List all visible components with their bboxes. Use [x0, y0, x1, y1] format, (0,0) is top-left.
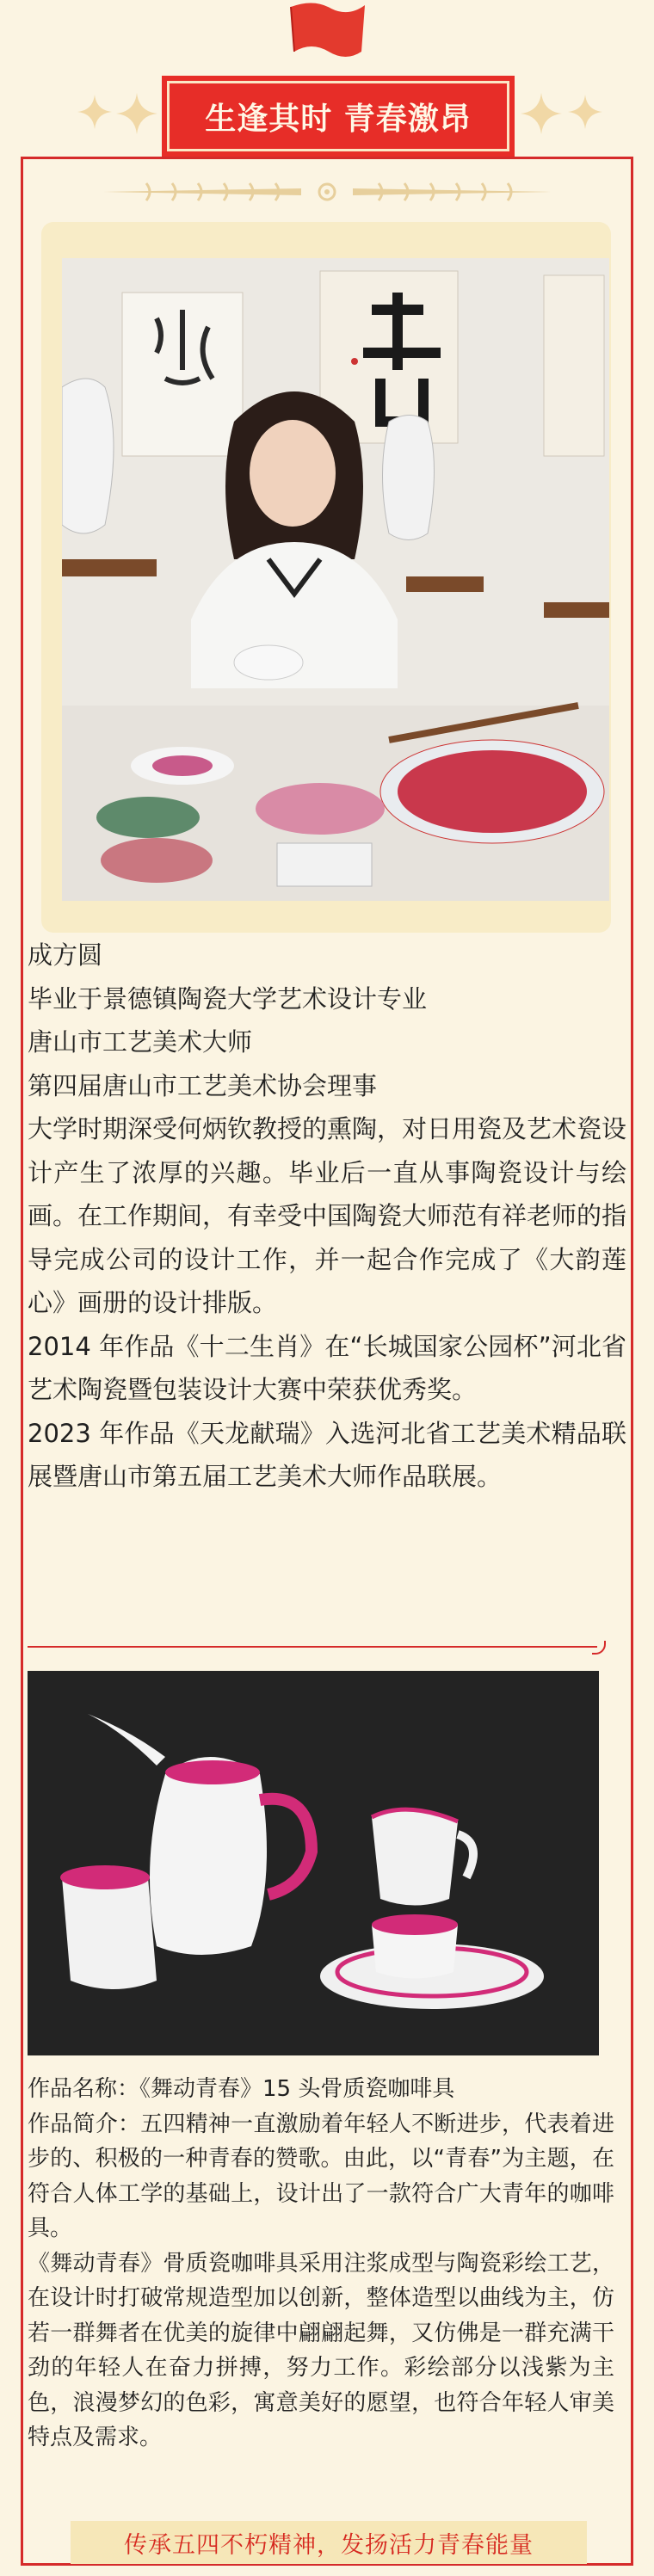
sparkle-icon — [521, 93, 562, 134]
credential-line: 唐山市工艺美术大师 — [28, 1027, 253, 1057]
title-banner — [162, 76, 515, 157]
work-title: 作品名称：《舞动青春》15 头骨质瓷咖啡具 — [28, 2076, 455, 2102]
credential-line: 毕业于景德镇陶瓷大学艺术设计专业 — [28, 983, 428, 1014]
work-section — [28, 2072, 614, 2456]
flag-icon — [284, 0, 370, 60]
coffee-set-photo — [28, 1671, 599, 2055]
artist-photo — [62, 258, 609, 901]
page-title: 生逢其时 青春激昂 — [167, 81, 509, 151]
sparkle-icon — [77, 95, 112, 129]
credential-line: 第四届唐山市工艺美术协会理事 — [28, 1070, 378, 1100]
artist-name: 成方圆 — [28, 940, 103, 970]
sparkle-icon — [568, 95, 602, 129]
award-paragraph: 2014 年作品《十二生肖》在“长城国家公园杯”河北省艺术陶瓷暨包装设计大赛中荣获优秀奖。 — [28, 1331, 626, 1404]
profile-section — [28, 934, 626, 1499]
section-divider — [28, 1646, 597, 1648]
work-intro: 作品简介：五四精神一直激励着年轻人不断进步，代表着进步的、积极的一种青春的赞歌。由此，以“青春”为主题，在符合人体工学的基础上，设计出了一款符合广大青年的咖啡具。 — [28, 2111, 614, 2241]
bio-paragraph: 大学时期深受何炳钦教授的熏陶，对日用瓷及艺术瓷设计产生了浓厚的兴趣。毕业后一直从事陶瓷设计与绘画。在工作期间，有幸受中国陶瓷大师范有祥老师的指导完成公司的设计工作，并一起合作完成了《大韵莲心》画册的设计排版。 — [28, 1114, 627, 1317]
work-detail: 《舞动青春》骨质瓷咖啡具采用注浆成型与陶瓷彩绘工艺，在设计时打破常规造型加以创新，整体造型以曲线为主，仿若一群舞者在优美的旋律中翩翩起舞，又仿佛是一群充满干劲的年轻人在奋力拼搏，努力工作。彩绘部分以浅紫为主色，浪漫梦幻的色彩，寓意美好的愿望，也符合年轻人审美特点及需求。 — [28, 2250, 614, 2450]
footer-slogan: 传承五四不朽精神，发扬活力青春能量 — [71, 2521, 587, 2564]
ornament-divider-icon — [95, 176, 559, 207]
sparkle-icon — [116, 93, 157, 134]
award-paragraph: 2023 年作品《天龙献瑞》入选河北省工艺美术精品联展暨唐山市第五届工艺美术大师作品联展。 — [28, 1418, 626, 1491]
